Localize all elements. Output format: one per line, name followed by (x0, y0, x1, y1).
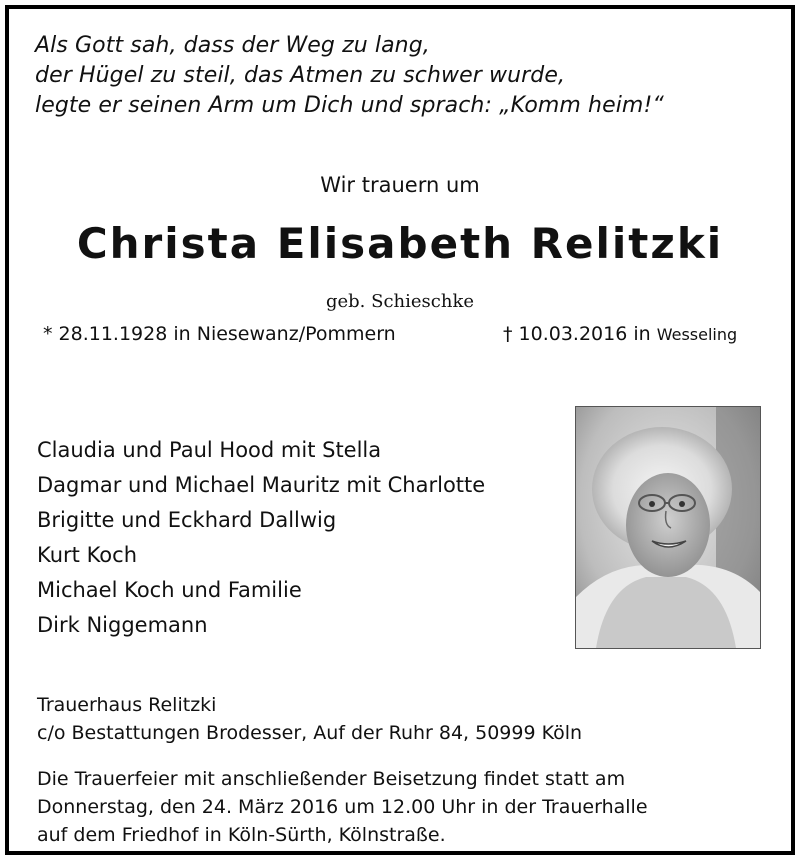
portrait-image (576, 407, 760, 648)
service-line: Die Trauerfeier mit anschließender Beisetzung findet statt am (37, 768, 626, 790)
mourner-entry: Kurt Koch (37, 543, 138, 567)
mourner-entry: Claudia und Paul Hood mit Stella (37, 438, 382, 462)
mourner-entry: Dagmar und Michael Mauritz mit Charlotte (37, 473, 486, 497)
death-date (503, 323, 737, 345)
mourner-entry: Dirk Niggemann (37, 613, 208, 637)
address-block (37, 691, 582, 747)
poem (35, 31, 664, 121)
death-date-text: † 10.03.2016 in (503, 323, 651, 345)
poem-line: Als Gott sah, dass der Weg zu lang, (35, 33, 430, 58)
poem-line: legte er seinen Arm um Dich und sprach: „Komm heim!“ (35, 93, 664, 118)
service-info (37, 765, 648, 849)
birth-name: geb. Schieschke (325, 291, 475, 312)
address-line: Trauerhaus Relitzki (37, 694, 217, 716)
poem-line: der Hügel zu steil, das Atmen zu schwer wurde, (35, 63, 566, 88)
service-line: auf dem Friedhof in Köln-Sürth, Kölnstraße. (37, 824, 446, 846)
deceased-name: Christa Elisabeth Relitzki (76, 219, 724, 268)
intro-text: Wir trauern um (320, 173, 480, 197)
death-place: Wesseling (656, 325, 738, 344)
mourner-entry: Michael Koch und Familie (37, 578, 302, 602)
mourner-entry: Brigitte und Eckhard Dallwig (37, 508, 337, 532)
portrait-photo (575, 406, 761, 649)
service-line: Donnerstag, den 24. März 2016 um 12.00 Uhr in der Trauerhalle (37, 796, 648, 818)
mourners-list (37, 433, 485, 643)
address-line: c/o Bestattungen Brodesser, Auf der Ruhr 84, 50999 Köln (37, 722, 583, 744)
birth-date: * 28.11.1928 in Niesewanz/Pommern (43, 323, 396, 345)
obituary-notice (5, 5, 795, 855)
